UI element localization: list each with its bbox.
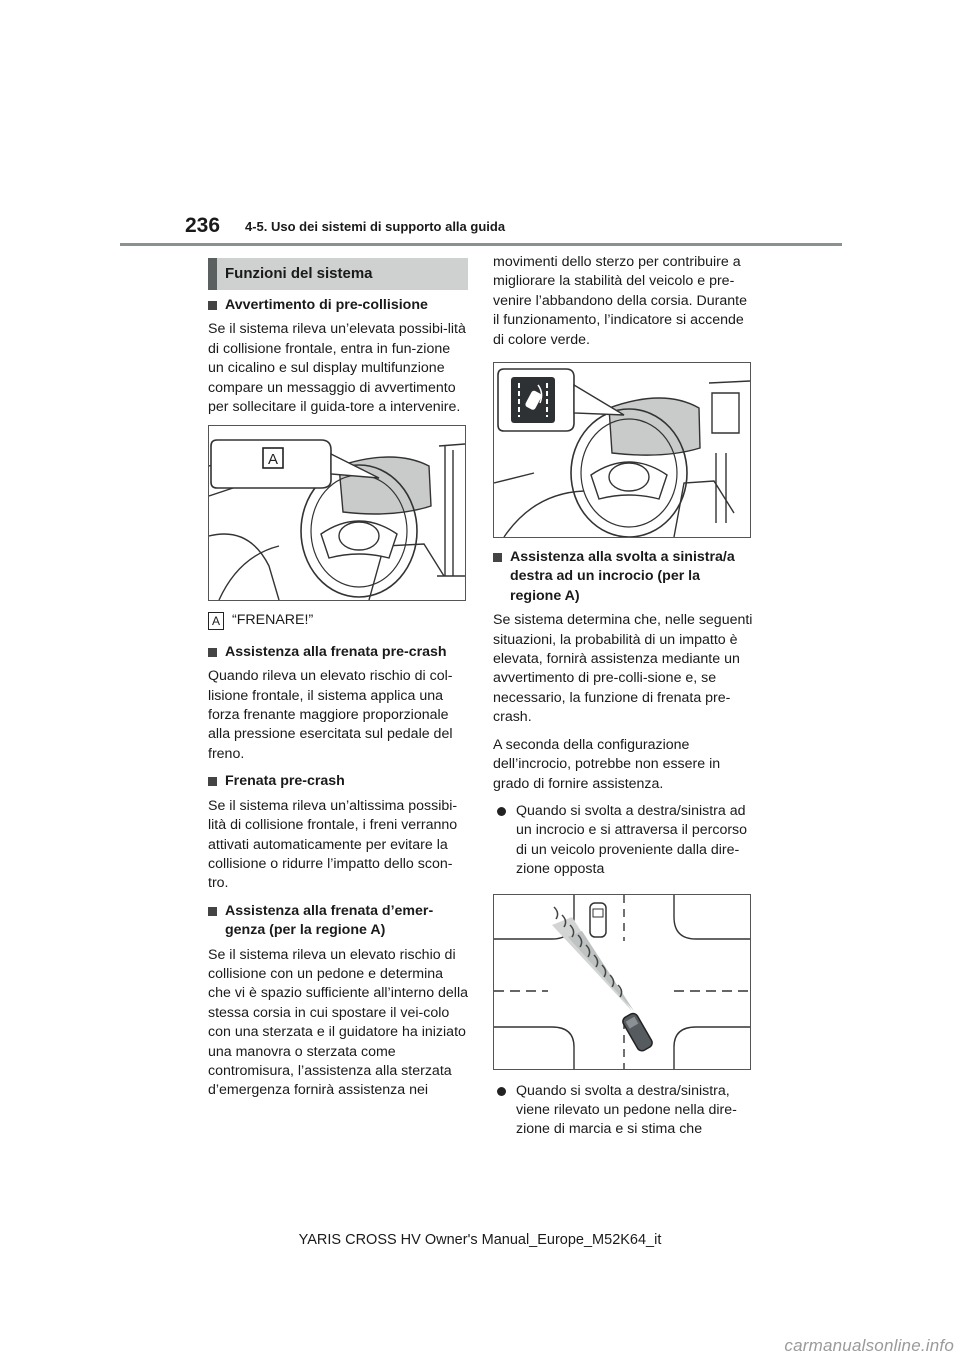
header-divider [120, 243, 842, 246]
square-bullet-icon [493, 553, 502, 562]
paragraph-pre-crash-brake: Se il sistema rileva un’altissima possibi-lità di collisione frontale, i freni verranno attivati automaticamente per evitare la collisione o ridurre l’impatto dello scon-tro. [208, 797, 458, 892]
caption-text: “FRENARE!” [232, 612, 314, 629]
watermark: carmanualsonline.info [784, 1336, 954, 1355]
square-bullet-icon [208, 301, 217, 310]
left-column [208, 258, 468, 1109]
paragraph-continuation: movimenti dello sterzo per contribuire a migliorare la stabilità del veicolo e pre-venire l’abbandono della corsia. Durante il funzionamento, l’indicatore si accende di colore verde. [493, 254, 747, 348]
bullet-item-oncoming: Quando si svolta a destra/sinistra ad un incrocio e si attraversa il percorso di un veicolo proveniente dalla dire-zione opposta [493, 802, 753, 880]
subheading-pre-crash-brake: Frenata pre-crash [208, 772, 468, 791]
figure-label: A [267, 451, 279, 469]
subheading-emergency-steering: Assistenza alla frenata d’emer-genza (per la regione A) [208, 902, 468, 941]
subheading-pre-collision: Avvertimento di pre-collisione [208, 296, 468, 315]
bullet-item-pedestrian: Quando si svolta a destra/sinistra, viene rilevato un pedone nella dire-zione di marcia e si stima che [493, 1082, 753, 1140]
page-number: 236 [185, 214, 221, 237]
square-bullet-icon [208, 648, 217, 657]
dashboard-warning-illustration [209, 426, 465, 600]
lane-steering-indicator-icon [511, 377, 555, 423]
subheading-brake-assist: Assistenza alla frenata pre-crash [208, 643, 468, 662]
box-heading: Funzioni del sistema [208, 258, 468, 290]
paragraph-pre-collision: Se il sistema rileva un’elevata possibi-lità di collisione frontale, entra in fun-zione un cicalino e sul display multifunzione compare un messaggio di avvertimento per sollecitare il guida-tore a intervenire. [208, 321, 466, 416]
bullet-dot-icon [497, 807, 506, 816]
figure-intersection [493, 894, 751, 1070]
figure-caption [208, 611, 468, 630]
bullet-dot-icon [497, 1087, 506, 1096]
section-title: 4-5. Uso dei sistemi di supporto alla guida [245, 219, 506, 234]
figure-dashboard-warning [208, 425, 466, 601]
square-bullet-icon [208, 777, 217, 786]
caption-letter: A [208, 612, 224, 630]
paragraph-brake-assist: Quando rileva un elevato rischio di col-lisione frontale, il sistema applica una forza frenante maggiore proporzionale alla pressione esercitata sul pedale del freno. [208, 668, 453, 762]
paragraph-turn-assist-1: Se sistema determina che, nelle seguenti situazioni, la probabilità di un impatto è elevata, fornirà assistenza mediante un avvertimento di pre-colli-sione e, se necessario, la funzione di frenata pre-crash. [493, 612, 753, 726]
figure-steering-indicator [493, 362, 751, 538]
square-bullet-icon [208, 907, 217, 916]
footer-manual-name: YARIS CROSS HV Owner's Manual_Europe_M52K64_it [298, 1232, 662, 1248]
right-column [493, 253, 753, 1148]
paragraph-turn-assist-2: A seconda della configurazione dell’incrocio, potrebbe non essere in grado di fornire assistenza. [493, 736, 721, 792]
paragraph-emergency-steering: Se il sistema rileva un elevato rischio di collisione con un pedone e determina che vi è spazio sufficiente all’interno della stessa corsia in cui spostare il vei-colo con una sterzata e il guidatore ha iniziato una manovra o sterzata come contromisura, l’assistenza alla sterzata d’emergenza fornirà assistenza nei [208, 946, 468, 1099]
subheading-turn-assist: Assistenza alla svolta a sinistra/a destra ad un incrocio (per la regione A) [493, 548, 753, 606]
intersection-turn-diagram [494, 895, 750, 1069]
